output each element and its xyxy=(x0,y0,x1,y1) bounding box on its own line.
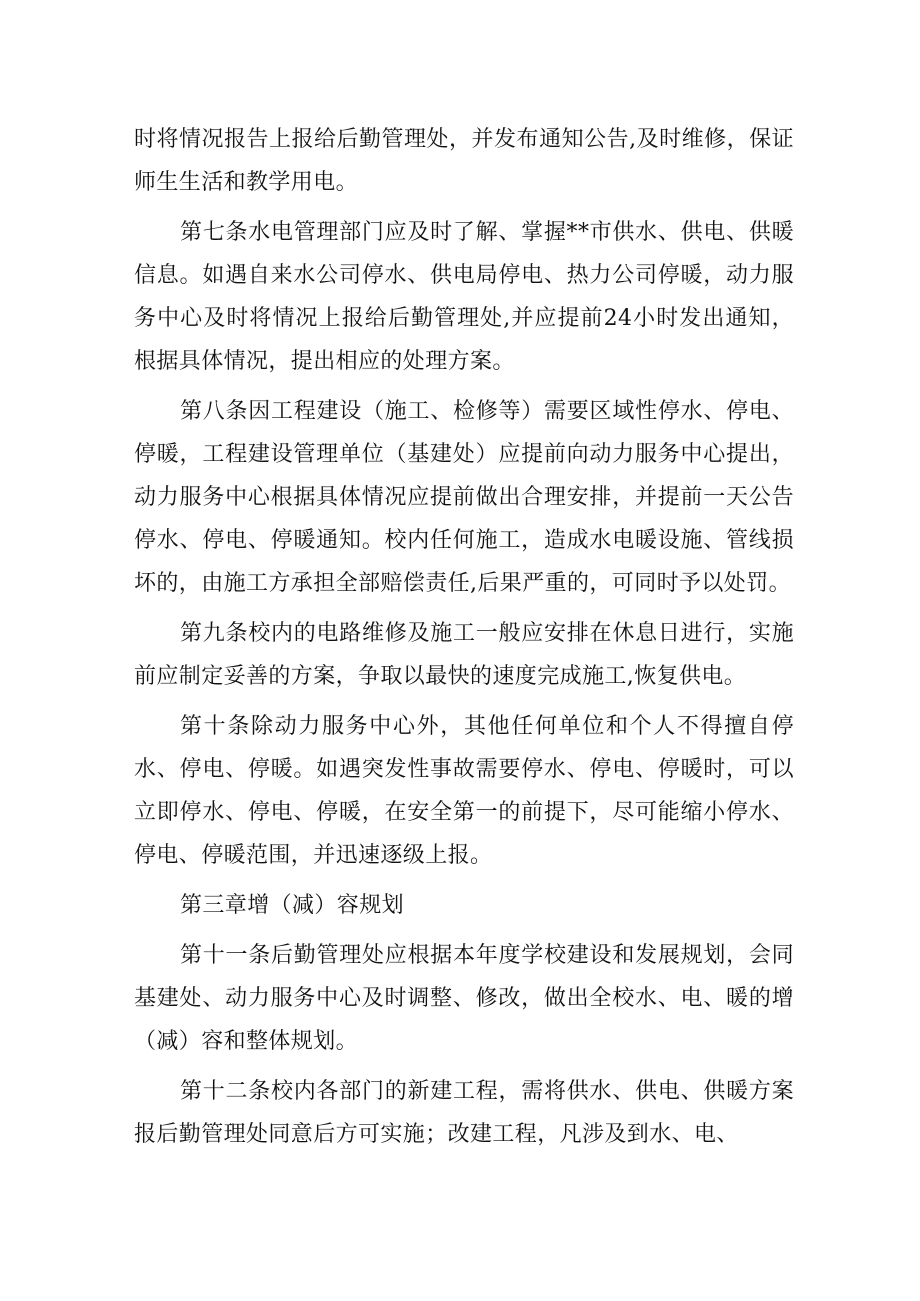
paragraph-article-10: 第十条除动力服务中心外，其他任何单位和个人不得擅自停水、停电、停暖。如遇突发性事故需要停水、停电、停暖时，可以立即停水、停电、停暖，在安全第一的前提下，尽可能缩小停水、停电、停暖范围，并迅速逐级上报。 xyxy=(134,714,794,868)
paragraph-article-12: 第十二条校内各部门的新建工程，需将供水、供电、供暖方案报后勤管理处同意后方可实施；改建工程，凡涉及到水、电、 xyxy=(134,1079,794,1147)
paragraph-article-8: 第八条因工程建设（施工、检修等）需要区域性停水、停电、停暖，工程建设管理单位（基建处）应提前向动力服务中心提出，动力服务中心根据具体情况应提前做出合理安排，并提前一天公告停水、停电、停暖通知。校内任何施工，造成水电暖设施、管线损坏的，由施工方承担全部赔偿责任,后果严重的，可同时予以处罚。 xyxy=(134,399,794,596)
paragraph-article-7: 第七条水电管理部门应及时了解、掌握**市供水、供电、供暖信息。如遇自来水公司停水、供电局停电、热力公司停暖，动力服务中心及时将情况上报给后勤管理处,并应提前24小时发出通知，根据具体情况，提出相应的处理方案。 xyxy=(134,220,794,374)
chapter-3-heading: 第三章增（减）容规划 xyxy=(180,893,405,918)
document-body xyxy=(134,118,794,1163)
paragraph-continued-from-previous-page: 时将情况报告上报给后勤管理处，并发布通知公告,及时维修，保证师生生活和教学用电。 xyxy=(134,127,794,195)
paragraph-article-9: 第九条校内的电路维修及施工一般应安排在休息日进行，实施前应制定妥善的方案，争取以最快的速度完成施工,恢复供电。 xyxy=(134,621,794,689)
paragraph-article-11: 第十一条后勤管理处应根据本年度学校建设和发展规划，会同基建处、动力服务中心及时调整、修改，做出全校水、电、暖的增（减）容和整体规划。 xyxy=(134,943,794,1054)
